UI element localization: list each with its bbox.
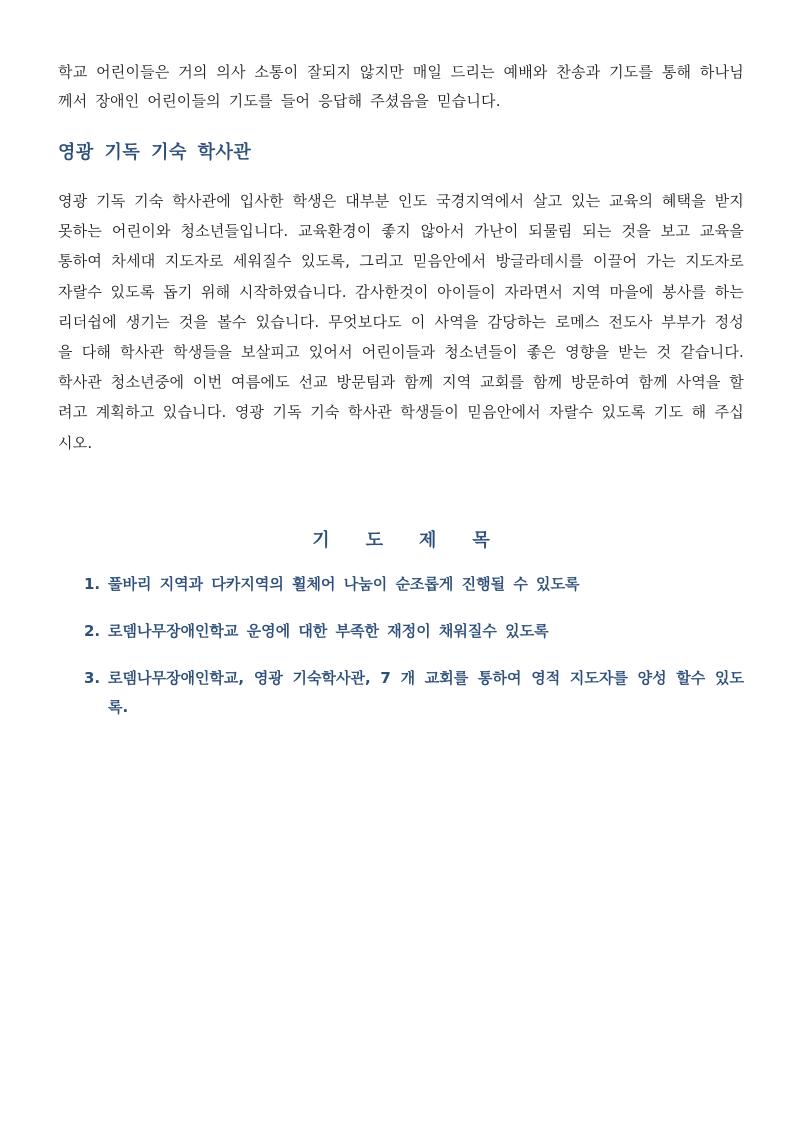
- prayer-title: 기도제목: [312, 529, 526, 551]
- prayer-item-number: 3.: [84, 668, 101, 687]
- prayer-item-text: 로뎀나무장애인학교, 영광 기숙학사관, 7 개 교회를 통하여 영적 지도자를 양성 할수 있도록.: [108, 668, 744, 716]
- prayer-item-text: 풀바리 지역과 다카지역의 휠체어 나눔이 순조롭게 진행될 수 있도록: [108, 574, 580, 593]
- intro-paragraph: 학교 어린이들은 거의 의사 소통이 잘되지 않지만 매일 드리는 예배와 찬송과 기도를 통해 하나님께서 장애인 어린이들의 기도를 들어 응답해 주셨음을 믿습니다.: [58, 63, 744, 110]
- prayer-item-number: 2.: [84, 621, 101, 640]
- prayer-item-number: 1.: [84, 574, 101, 593]
- prayer-item-text: 로뎀나무장애인학교 운영에 대한 부족한 재정이 채워질수 있도록: [108, 621, 549, 640]
- prayer-item-2: [84, 617, 744, 646]
- prayer-item-1: [84, 570, 744, 599]
- section-body-paragraph: 영광 기독 기숙 학사관에 입사한 학생은 대부분 인도 국경지역에서 살고 있는 교육의 혜택을 받지 못하는 어린이와 청소년들입니다. 교육환경이 좋지 않아서 가난이 되물림 되는 것을 보고 교육을 통하여 차세대 지도자로 세워질수 있도록, 그리고 믿음안에서 방글라데시를 이끌어 가는 지도자로 자랄수 있도록 돕기 위해 시작하였습니다. 감사한것이 아이들이 자라면서 지역 마을에 봉사를 하는 리더쉽에 생기는 것을 볼수 있습니다. 무엇보다도 이 사역을 감당하는 로메스 전도사 부부가 정성을 다해 학사관 학생들을 보살피고 있어서 어린이들과 청소년들이 좋은 영향을 받는 것 같습니다. 학사관 청소년중에 이번 여름에도 선교 방문팀과 함께 지역 교회를 함께 방문하여 함께 사역을 할려고 계획하고 있습니다. 영광 기독 기숙 학사관 학생들이 믿음안에서 자랄수 있도록 기도 해 주십시오.: [58, 192, 744, 452]
- prayer-item-3: [84, 664, 744, 722]
- document-page: [58, 56, 744, 740]
- prayer-list: [58, 570, 744, 722]
- section-heading: 영광 기독 기숙 학사관: [58, 142, 252, 163]
